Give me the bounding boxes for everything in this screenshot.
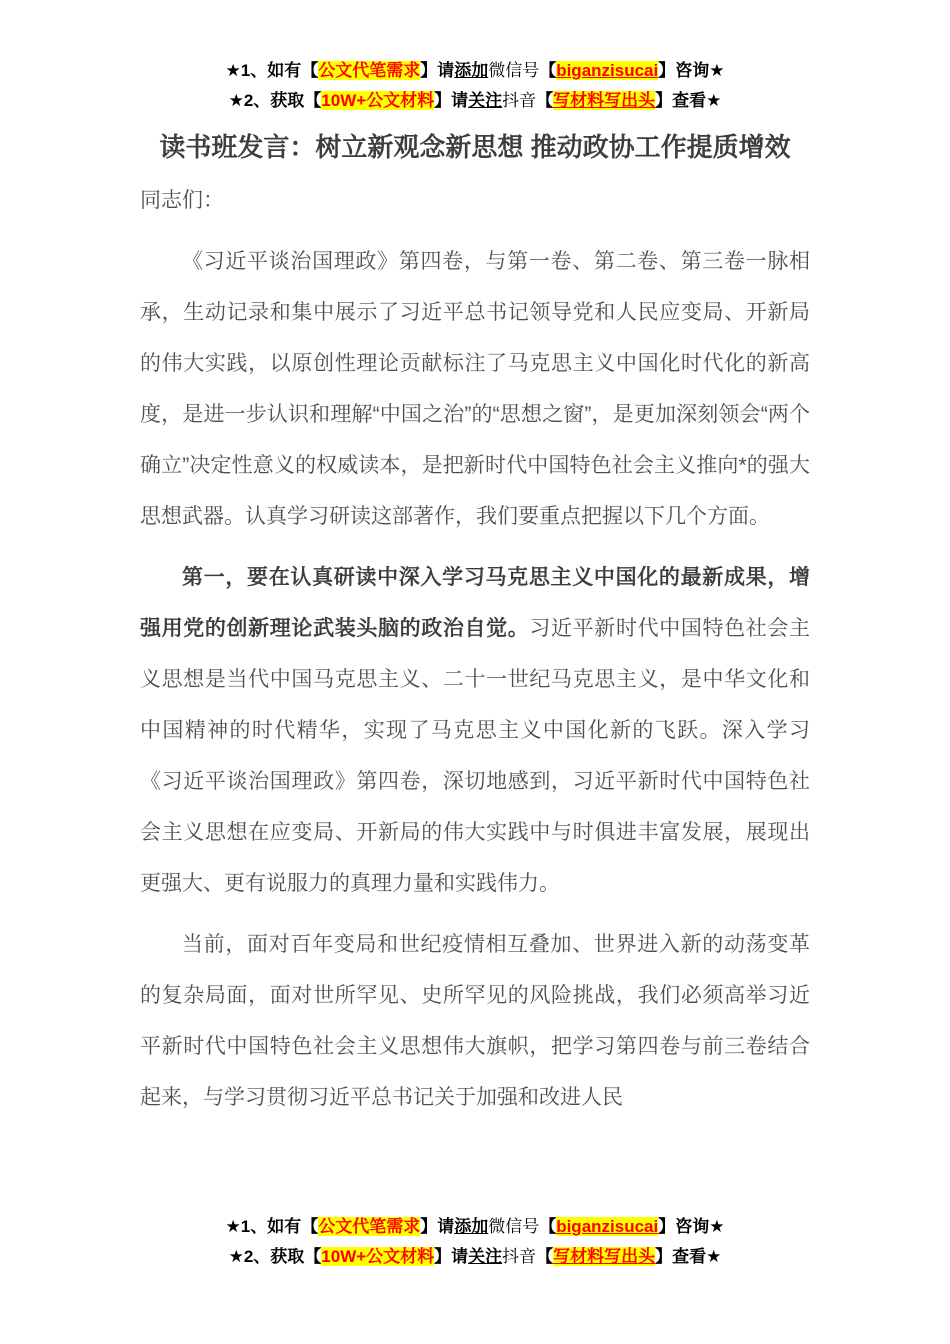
notice-highlight-service: 公文代笔需求 [318,1217,421,1236]
salutation: 同志们： [140,189,224,213]
notice-douyin-id: 写材料写出头 [553,1247,656,1266]
paragraph-2-body: 习近平新时代中国特色社会主义思想是当代中国马克思主义、二十一世纪马克思主义，是中华文化和中国精神的时代精华，实现了马克思主义中国化新的飞跃。深入学习《习近平谈治国理政》第四卷，深切地感到，习近平新时代中国特色社会主义思想在应变局、开新局的伟大实践中与时俱进丰富发展，展现出更强大、更有说服力的真理力量和实践伟力。 [140,617,811,896]
notice-text: 】咨询★ [658,1217,725,1236]
notice-underline-follow: 关注 [468,91,503,110]
document-body [140,175,810,1123]
header-notice [140,56,810,116]
notice-text: 【 [536,91,554,110]
notice-text: 】咨询★ [658,61,725,80]
paragraph-2 [140,552,810,909]
notice-underline-follow: 关注 [468,1247,503,1266]
notice-text: 】请 [420,1217,455,1236]
notice-text: ★1、如有【 [225,61,319,80]
notice-text: ★2、获取【 [228,1247,322,1266]
notice-highlight-materials: 10W+公文材料 [321,1247,435,1266]
paragraph-1: 《习近平谈治国理政》第四卷，与第一卷、第二卷、第三卷一脉相承，生动记录和集中展示了习近平总书记领导党和人民应变局、开新局的伟大实践，以原创性理论贡献标注了马克思主义中国化时代化的新高度，是进一步认识和理解“中国之治”的“思想之窗”，是更加深刻领会“两个确立”决定性意义的权威读本，是把新时代中国特色社会主义推向*的强大思想武器。认真学习研读这部著作，我们要重点把握以下几个方面。 [140,250,810,529]
document-title: 读书班发言：树立新观念新思想 推动政协工作提质增效 [159,132,791,162]
notice-wechat-id: biganzisucai [556,61,659,80]
notice-highlight-materials: 10W+公文材料 [321,91,435,110]
notice-wechat-id: biganzisucai [556,1217,659,1236]
header-notice-line-1 [140,56,810,86]
notice-text: 【 [539,61,557,80]
notice-text: 【 [539,1217,557,1236]
header-notice-line-2 [140,86,810,116]
notice-text: 】查看★ [655,1247,722,1266]
notice-text: 微信号 [488,61,540,80]
notice-highlight-service: 公文代笔需求 [318,61,421,80]
paragraph-3: 当前，面对百年变局和世纪疫情相互叠加、世界进入新的动荡变革的复杂局面，面对世所罕见、史所罕见的风险挑战，我们必须高举习近平新时代中国特色社会主义思想伟大旗帜，把学习第四卷与前三卷结合起来，与学习贯彻习近平总书记关于加强和改进人民 [140,933,810,1110]
notice-underline-add: 添加 [454,1217,489,1236]
notice-text: 抖音 [502,1247,537,1266]
notice-text: 微信号 [488,1217,540,1236]
paragraph-2-bold-lead: 第一，要在认真研读中深入学习马克思主义中国化的最新成果，增强用党的创新理论武装头脑的政治自觉。 [140,566,810,641]
footer-notice-line-1 [0,1212,950,1242]
notice-text: ★1、如有【 [225,1217,319,1236]
footer-notice [0,1212,950,1272]
notice-text: 】请 [434,91,469,110]
notice-text: 】请 [420,61,455,80]
footer-notice-line-2 [0,1242,950,1272]
notice-douyin-id: 写材料写出头 [553,91,656,110]
notice-text: 】查看★ [655,91,722,110]
notice-underline-add: 添加 [454,61,489,80]
notice-text: 】请 [434,1247,469,1266]
notice-text: 抖音 [502,91,537,110]
notice-text: ★2、获取【 [228,91,322,110]
notice-text: 【 [536,1247,554,1266]
